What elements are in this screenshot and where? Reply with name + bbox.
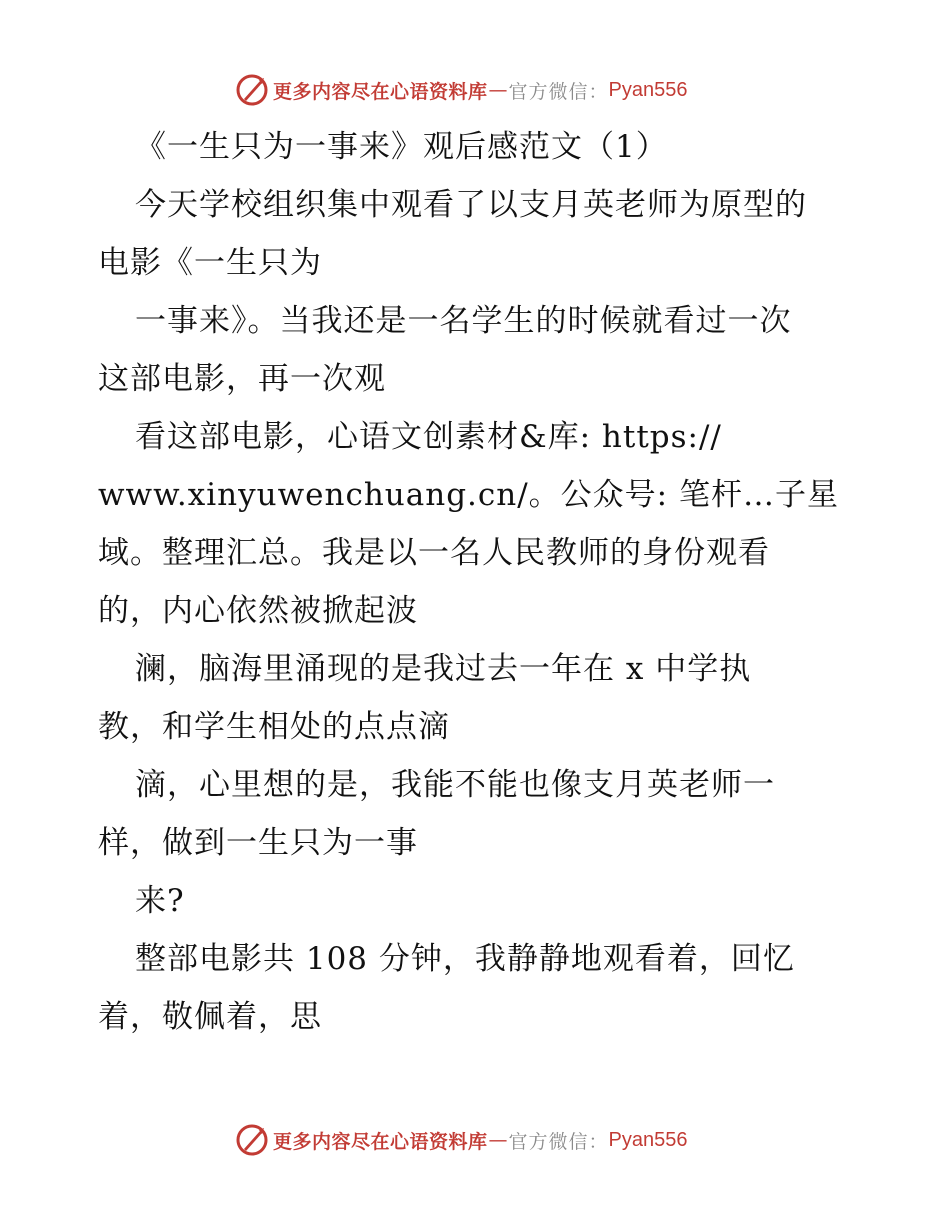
banner-dash: — [488,1129,508,1151]
paragraph-line: 电影《一生只为 [98,245,322,281]
banner-dash: — [488,79,508,101]
document-title: 《一生只为一事来》观后感范文（1） [135,129,668,165]
banner-wechat-label: 官方微信： [508,80,609,103]
quill-pen-icon [235,73,269,107]
banner-wechat-id: Pyan556 [608,78,688,101]
quill-pen-icon [235,1123,269,1157]
header-watermark-banner [235,70,688,110]
paragraph-line: 域。整理汇总。我是以一名人民教师的身份观看 [98,535,770,571]
paragraph-line: 整部电影共 108 分钟，我静静地观看着，回忆 [135,941,795,977]
banner-wechat-id: Pyan556 [608,1128,688,1151]
paragraph-line: 这部电影，再一次观 [98,361,386,397]
banner-wechat-label: 官方微信： [508,1130,609,1153]
banner-site-text: 更多内容尽在心语资料库 [273,80,488,103]
paragraph-line: 滴，心里想的是，我能不能也像支月英老师一 [135,767,775,803]
paragraph-line: 看这部电影，心语文创素材&库: https:// [135,419,722,455]
banner-site-text: 更多内容尽在心语资料库 [273,1130,488,1153]
paragraph-line: 一事来》。当我还是一名学生的时候就看过一次 [135,303,792,339]
paragraph-line: www.xinyuwenchuang.cn/。公众号: 笔杆…子星 [98,477,839,513]
paragraph-line: 今天学校组织集中观看了以支月英老师为原型的 [135,187,807,223]
paragraph-line: 教，和学生相处的点点滴 [98,709,450,745]
footer-watermark-banner [235,1120,688,1160]
paragraph-line: 的，内心依然被掀起波 [98,593,418,629]
paragraph-line: 来? [135,883,185,919]
paragraph-line: 样，做到一生只为一事 [98,825,418,861]
paragraph-line: 澜，脑海里涌现的是我过去一年在 x 中学执 [135,651,752,687]
paragraph-line: 着，敬佩着，思 [98,999,322,1035]
